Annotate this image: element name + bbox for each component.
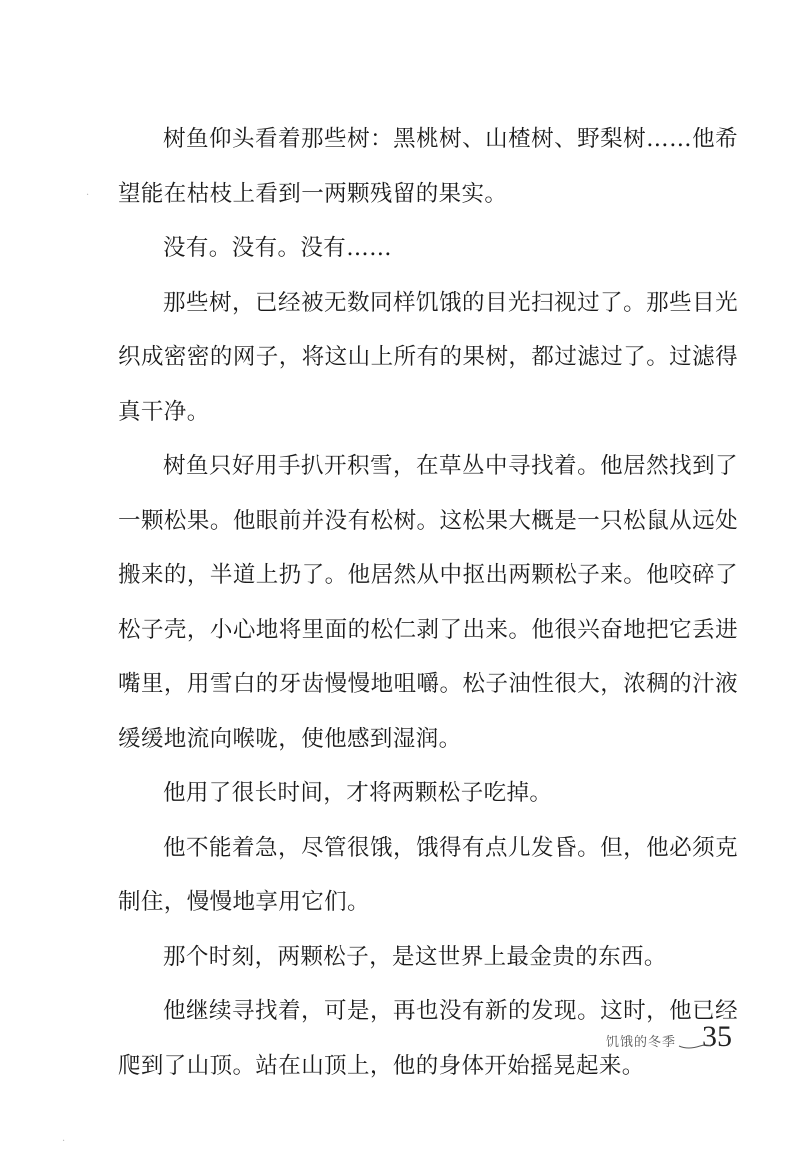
paragraph: 没有。没有。没有…… [163, 235, 393, 261]
paragraph: 那个时刻，两颗松子，是这世界上最金贵的东西。 [163, 943, 667, 970]
swoosh-decoration-icon [678, 1040, 712, 1050]
scan-speck: · [86, 190, 90, 201]
running-title: 饥饿的冬季 [605, 1035, 676, 1050]
paragraph: 那些树，已经被无数同样饥饿的目光扫视过了。那些目光织成密密的网子，将这山上所有的果树，都过滤过了。过滤得真干净。 [118, 289, 738, 425]
paragraph: 他用了很长时间，才将两颗松子吃掉。 [163, 780, 553, 806]
paragraph: 他继续寻找着，可是，再也没有新的发现。这时，他已经爬到了山顶。站在山顶上，他的身体开始摇晃起来。 [118, 998, 738, 1079]
scan-speck: · [62, 1136, 66, 1147]
paragraph: 他不能着急，尽管很饿，饿得有点儿发昏。但，他必须克制住，慢慢地享用它们。 [118, 834, 738, 915]
page-number: 35 [702, 1020, 732, 1053]
paragraph: 树鱼仰头看着那些树：黑桃树、山楂树、野梨树……他希望能在枯枝上看到一两颗残留的果实。 [118, 126, 738, 207]
paragraph: 树鱼只好用手扒开积雪，在草丛中寻找着。他居然找到了一颗松果。他眼前并没有松树。这松果大概是一只松鼠从远处搬来的，半道上扔了。他居然从中抠出两颗松子来。他咬碎了松子壳，小心地将里面的松仁剥了出来。他很兴奋地把它丢进嘴里，用雪白的牙齿慢慢地咀嚼。松子油性很大，浓稠的汁液缓缓地流向喉咙，使他感到湿润。 [118, 453, 738, 752]
text-body [118, 112, 738, 1093]
page-number-group [684, 1022, 732, 1052]
page-footer [606, 1022, 732, 1052]
